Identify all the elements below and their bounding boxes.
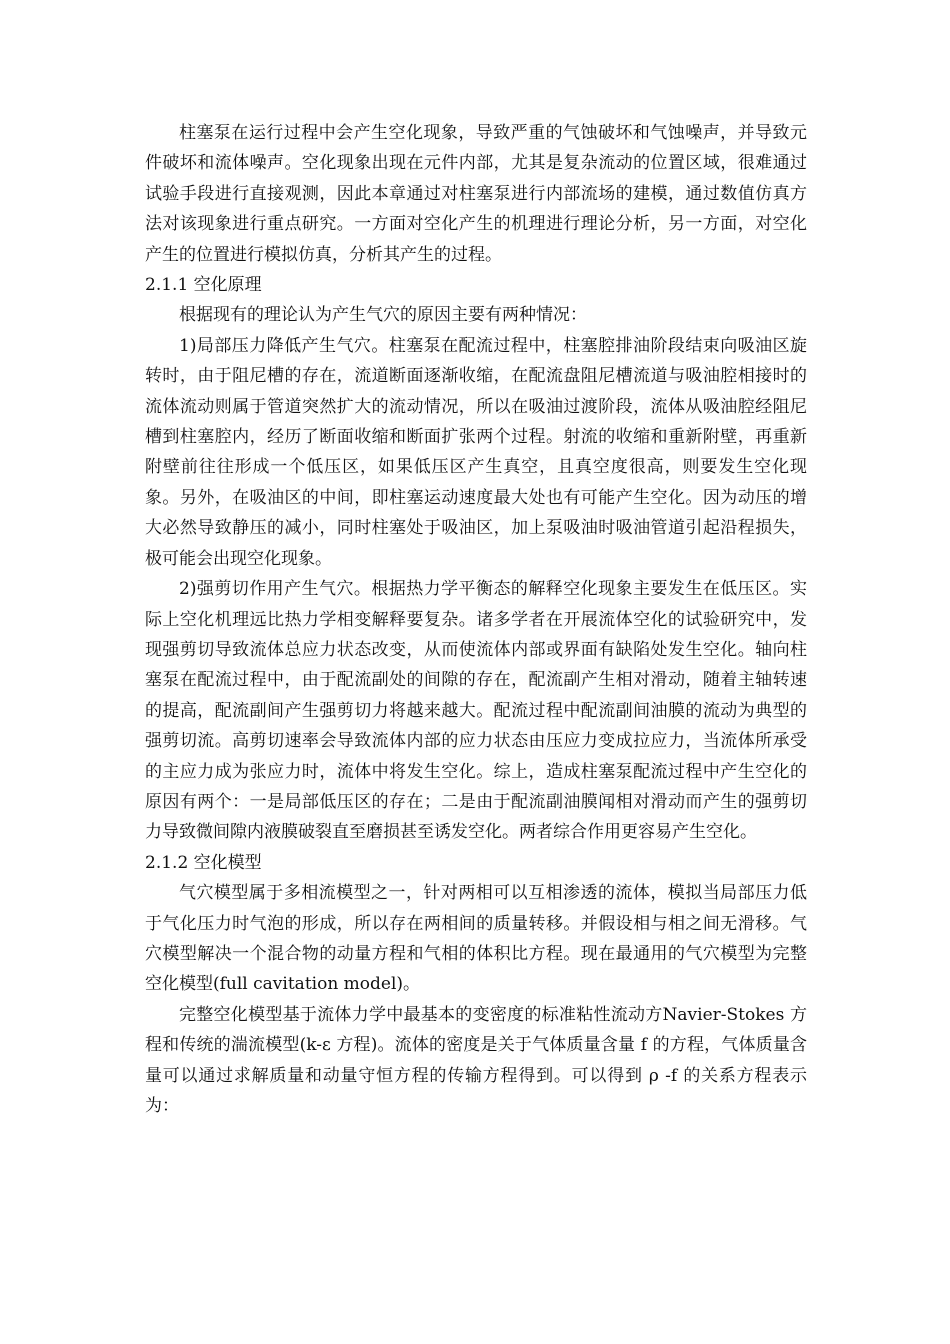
principle-paragraph-3: 2)强剪切作用产生气穴。根据热力学平衡态的解释空化现象主要发生在低压区。实际上空化机理远比热力学相变解释要复杂。诸多学者在开展流体空化的试验研究中，发现强剪切导致流体总应力状态改变，从而使流体内部或界面有缺陷处发生空化。轴向柱塞泵在配流过程中，由于配流副处的间隙的存在，配流副产生相对滑动，随着主轴转速的提高，配流副间产生强剪切力将越来越大。配流过程中配流副间油膜的流动为典型的强剪切流。高剪切速率会导致流体内部的应力状态由压应力变成拉应力，当流体所承受的主应力成为张应力时，流体中将发生空化。综上，造成柱塞泵配流过程中产生空化的原因有两个：一是局部低压区的存在；二是由于配流副油膜闻相对滑动而产生的强剪切力导致微间隙内液膜破裂直至磨损甚至诱发空化。两者综合作用更容易产生空化。 — [145, 579, 807, 843]
principle-paragraph-1: 根据现有的理论认为产生气穴的原因主要有两种情况： — [179, 305, 587, 326]
model-paragraph-1: 气穴模型属于多相流模型之一，针对两相可以互相渗透的流体，模拟当局部压力低于气化压力时气泡的形成，所以存在两相间的质量转移。并假设相与相之间无滑移。气穴模型解决一个混合物的动量方程和气相的体积比方程。现在最通用的气穴模型为完整空化模型(full cavitation model)。 — [145, 883, 807, 995]
principle-paragraph-2: 1)局部压力降低产生气穴。柱塞泵在配流过程中，柱塞腔排油阶段结束向吸油区旋转时，由于阻尼槽的存在，流道断面逐渐收缩，在配流盘阻尼槽流道与吸油腔相接时的流体流动则属于管道突然扩大的流动情况，所以在吸油过渡阶段，流体从吸油腔经阻尼槽到柱塞腔内，经历了断面收缩和断面扩张两个过程。射流的收缩和重新附壁，再重新附壁前往往形成一个低压区，如果低压区产生真空，且真空度很高，则要发生空化现象。另外，在吸油区的中间，即柱塞运动速度最大处也有可能产生空化。因为动压的增大必然导致静压的减小，同时柱塞处于吸油区，加上泵吸油时吸油管道引起沿程损失，极可能会出现空化现象。 — [145, 335, 807, 569]
document-body — [145, 118, 807, 1121]
section-heading-cavitation-model: 2.1.2 空化模型 — [145, 852, 262, 873]
intro-paragraph: 柱塞泵在运行过程中会产生空化现象，导致严重的气蚀破坏和气蚀噪声，并导致元件破坏和流体噪声。空化现象出现在元件内部，尤其是复杂流动的位置区域，很难通过试验手段进行直接观测，因此本章通过对柱塞泵进行内部流场的建模，通过数值仿真方法对该现象进行重点研究。一方面对空化产生的机理进行理论分析，另一方面，对空化产生的位置进行模拟仿真，分析其产生的过程。 — [145, 123, 807, 265]
model-paragraph-2: 完整空化模型基于流体力学中最基本的变密度的标准粘性流动方Navier-Stokes 方程和传统的湍流模型(k-ε 方程)。流体的密度是关于气体质量含量 f 的方程，气体质量含量可以通过求解质量和动量守恒方程的传输方程得到。可以得到 ρ -f 的关系方程表示为： — [145, 1004, 807, 1116]
section-heading-cavitation-principle: 2.1.1 空化原理 — [145, 275, 262, 296]
